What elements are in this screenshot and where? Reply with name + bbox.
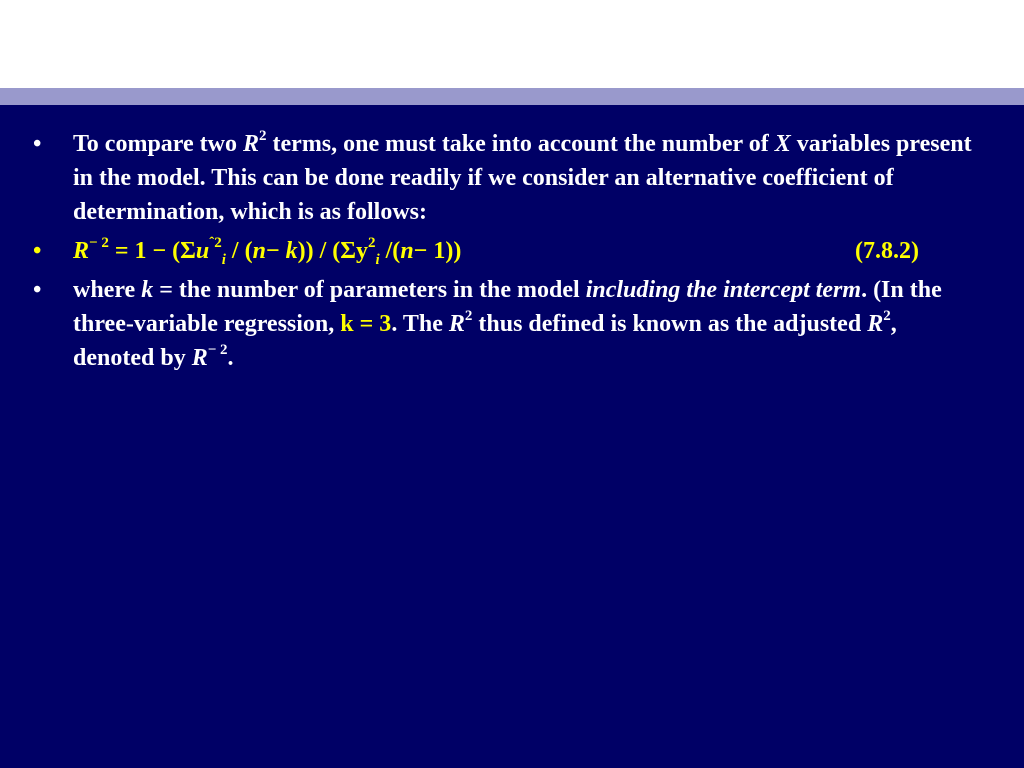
symbol-r: R [73,238,90,264]
text-run: − 1)) [413,238,462,264]
text-run: where [73,277,142,303]
bullet-compare-r2 [30,127,984,229]
symbol-r: R [243,131,260,157]
text-run: . The [391,311,449,337]
slide-content [0,105,1024,768]
formula-text [73,235,462,268]
symbol-k: k [141,277,154,303]
bar-superscript: − 2 [89,235,109,251]
bullet-formula [30,234,984,268]
symbol-x: X [774,131,791,157]
equation-number: (7.8.2) [855,238,919,264]
text-run: /( [379,238,401,264]
subscript-i: i [375,251,380,268]
bar-superscript: − 2 [207,342,228,358]
header-band [0,0,1024,88]
bullet-list [0,105,1024,375]
text-run: variables present in the model. This can be done readily if we consider an alternative coefficient of determination, which is as follows: [73,131,972,225]
symbol-r: R [191,345,208,371]
symbol-u: u [195,238,210,264]
text-run: terms, one must take into account the number of [266,131,775,157]
text-run: To compare two [73,131,243,157]
bullet-text [73,277,942,371]
symbol-r: R [448,311,465,337]
bullet-where-k [30,273,984,375]
superscript-2: 2 [367,235,376,251]
symbol-n: n [252,238,266,264]
bullet-icon: • [33,277,42,303]
bullet-text [73,128,972,225]
text-run: . (In the three-variable regression, [73,277,942,337]
accent-bar [0,88,1024,105]
bullet-icon: • [33,238,42,264]
text-run: , denoted by [73,311,897,371]
superscript-2: 2 [464,308,473,324]
text-run: . [227,345,234,371]
text-run: = 1 − (Σ [108,238,196,264]
text-run: thus defined is known as the adjusted [472,311,868,337]
bullet-icon: • [33,131,42,157]
superscript-2: 2 [259,128,267,144]
subscript-i: i [221,251,226,268]
symbol-r: R [867,311,884,337]
text-run: )) / (Σy [297,238,368,264]
symbol-n: n [400,238,414,264]
highlight-k-equals-3: k = 3 [340,311,392,337]
text-run: / ( [225,238,253,264]
italic-phrase: including the intercept term [585,277,862,303]
text-run: = the number of parameters in the model [153,277,586,303]
hat-superscript: ˆ2 [209,235,222,251]
text-run: − [265,238,286,264]
symbol-k: k [285,238,298,264]
superscript-2: 2 [883,308,891,324]
